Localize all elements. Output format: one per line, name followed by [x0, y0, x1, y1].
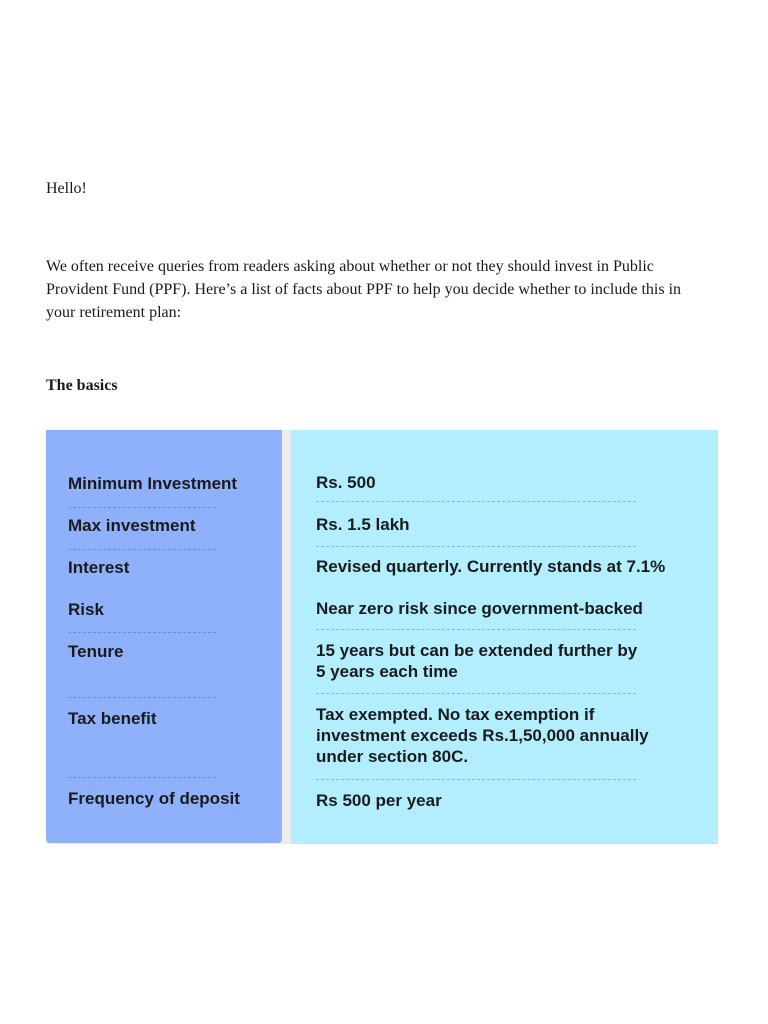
fact-value-minimum-investment: Rs. 500 [316, 473, 376, 492]
greeting-text: Hello! [46, 180, 87, 197]
fact-label-max-investment: Max investment [68, 516, 196, 535]
fact-label-frequency-of-deposit: Frequency of deposit [68, 789, 240, 808]
label-divider [68, 777, 216, 778]
label-divider [68, 549, 216, 550]
facts-value-column [291, 430, 718, 844]
fact-value-interest: Revised quarterly. Currently stands at 7.1% [316, 557, 666, 576]
intro-paragraph: We often receive queries from readers asking about whether or not they should invest in Public Provident Fund (PPF). Here’s a list of facts about PPF to help you decide whether to include this in your retirement plan: [46, 258, 682, 321]
label-divider [68, 632, 216, 633]
fact-value-max-investment: Rs. 1.5 lakh [316, 515, 410, 534]
value-divider [316, 693, 636, 694]
fact-label-tax-benefit: Tax benefit [68, 709, 157, 728]
fact-value-tax-benefit: Tax exempted. No tax exemption if investment exceeds Rs.1,50,000 annually under section 80C. [316, 705, 649, 766]
fact-value-risk: Near zero risk since government-backed [316, 599, 643, 618]
fact-label-risk: Risk [68, 600, 104, 619]
fact-label-interest: Interest [68, 558, 130, 577]
fact-label-tenure: Tenure [68, 642, 124, 661]
fact-value-frequency-of-deposit: Rs 500 per year [316, 791, 442, 810]
fact-value-tenure: 15 years but can be extended further by 5 years each time [316, 641, 638, 681]
label-divider [68, 697, 216, 698]
value-divider [316, 629, 636, 630]
ppf-facts-infographic [46, 430, 718, 844]
section-heading: The basics [46, 377, 118, 394]
label-divider [68, 507, 216, 508]
value-divider [316, 501, 636, 502]
fact-label-minimum-investment: Minimum Investment [68, 474, 238, 493]
value-divider [316, 546, 636, 547]
facts-label-column [46, 430, 282, 843]
value-divider [316, 779, 636, 780]
